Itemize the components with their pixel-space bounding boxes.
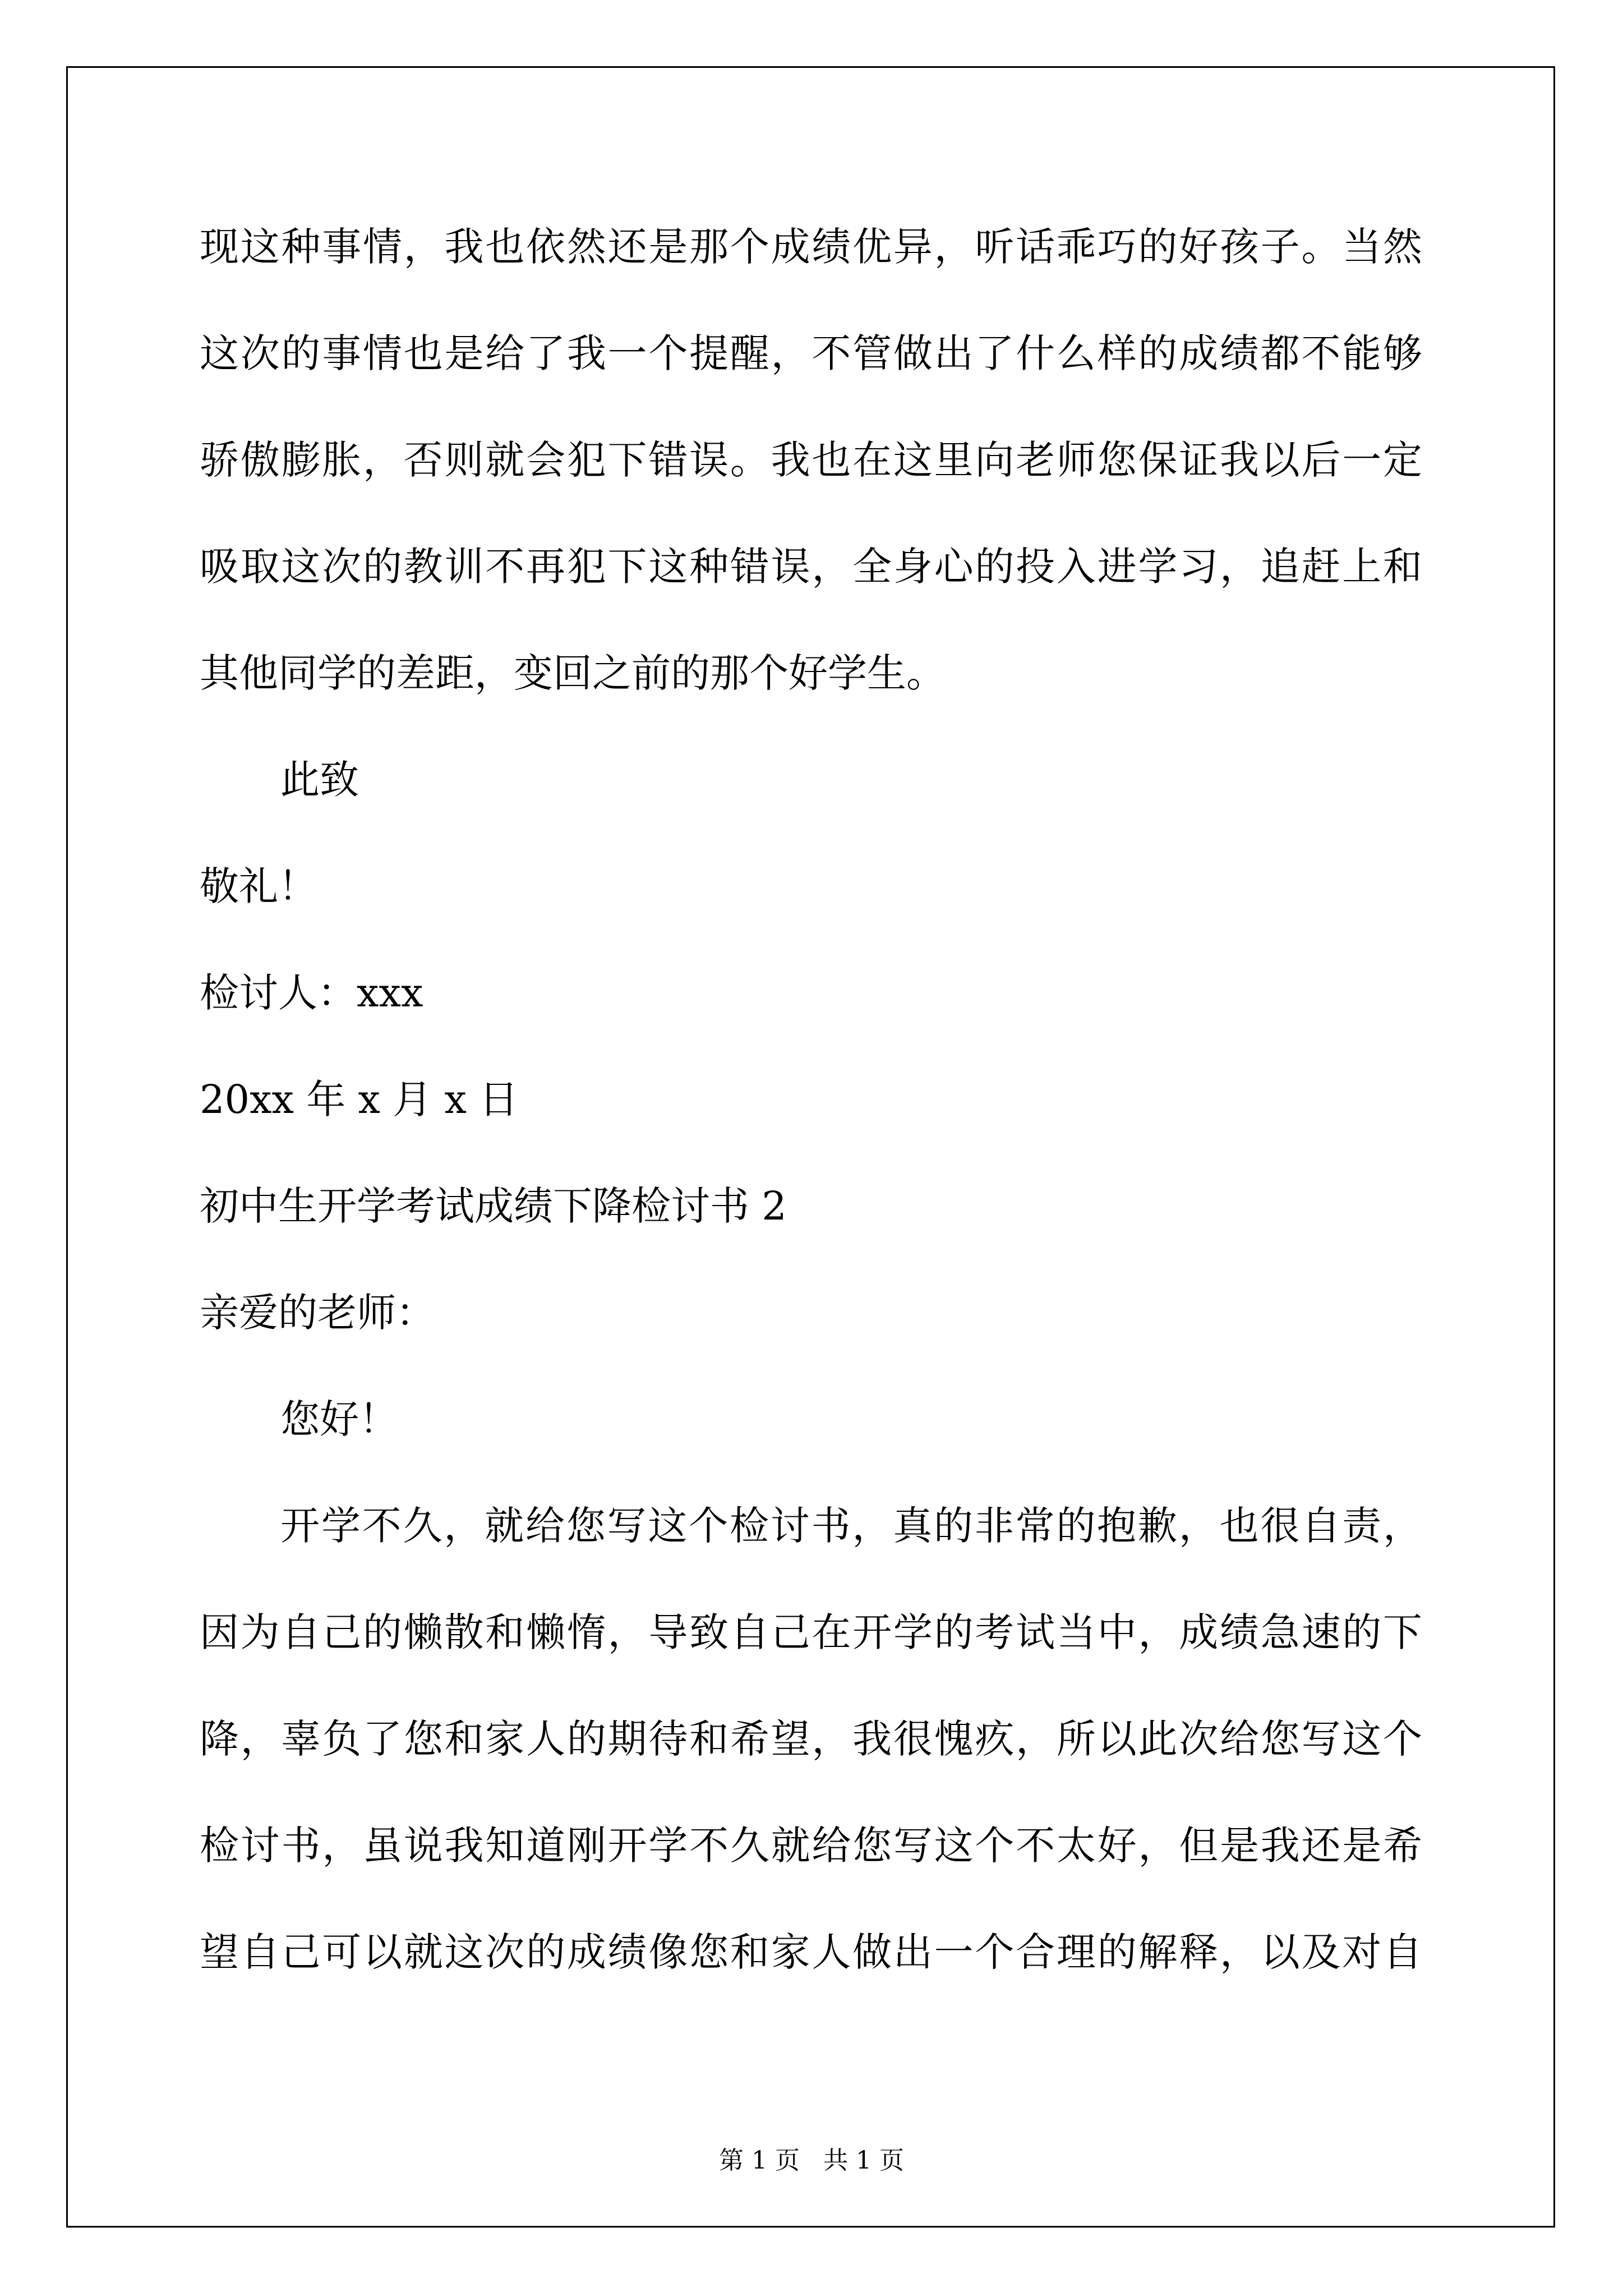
section-title: 初中生开学考试成绩下降检讨书 2 bbox=[200, 1183, 787, 1229]
page-border bbox=[66, 66, 1555, 2228]
text-line-1: 现这种事情，我也依然还是那个成绩优异，听话乖巧的好孩子。当然 bbox=[200, 224, 1422, 270]
text-line-3: 骄傲膨胀，否则就会犯下错误。我也在这里向老师您保证我以后一定 bbox=[200, 437, 1422, 483]
page-footer: 第 1 页 共 1 页 bbox=[719, 2146, 904, 2175]
date-line: 20xx 年 x 月 x 日 bbox=[200, 1076, 519, 1122]
text-line-14: 因为自己的懒散和懒惰，导致自己在开学的考试当中，成绩急速的下 bbox=[200, 1609, 1422, 1655]
text-line-16: 检讨书，虽说我知道刚开学不久就给您写这个不太好，但是我还是希 bbox=[200, 1823, 1422, 1869]
closing-regards: 敬礼！ bbox=[200, 863, 317, 909]
text-line-4: 吸取这次的教训不再犯下这种错误，全身心的投入进学习，追赶上和 bbox=[200, 544, 1422, 590]
text-line-2: 这次的事情也是给了我一个提醒，不管做出了什么样的成绩都不能够 bbox=[200, 330, 1422, 376]
text-line-17: 望自己可以就这次的成绩像您和家人做出一个合理的解释，以及对自 bbox=[200, 1929, 1422, 1975]
text-line-5: 其他同学的差距，变回之前的那个好学生。 bbox=[200, 650, 946, 696]
closing-salutation: 此致 bbox=[280, 757, 359, 803]
signer-line: 检讨人：xxx bbox=[200, 970, 423, 1016]
text-line-13: 开学不久，就给您写这个检讨书，真的非常的抱歉，也很自责， bbox=[280, 1503, 1422, 1549]
text-line-15: 降，辜负了您和家人的期待和希望，我很愧疚，所以此次给您写这个 bbox=[200, 1716, 1422, 1762]
greeting-recipient: 亲爱的老师： bbox=[200, 1290, 435, 1336]
greeting-hello: 您好！ bbox=[280, 1396, 398, 1442]
